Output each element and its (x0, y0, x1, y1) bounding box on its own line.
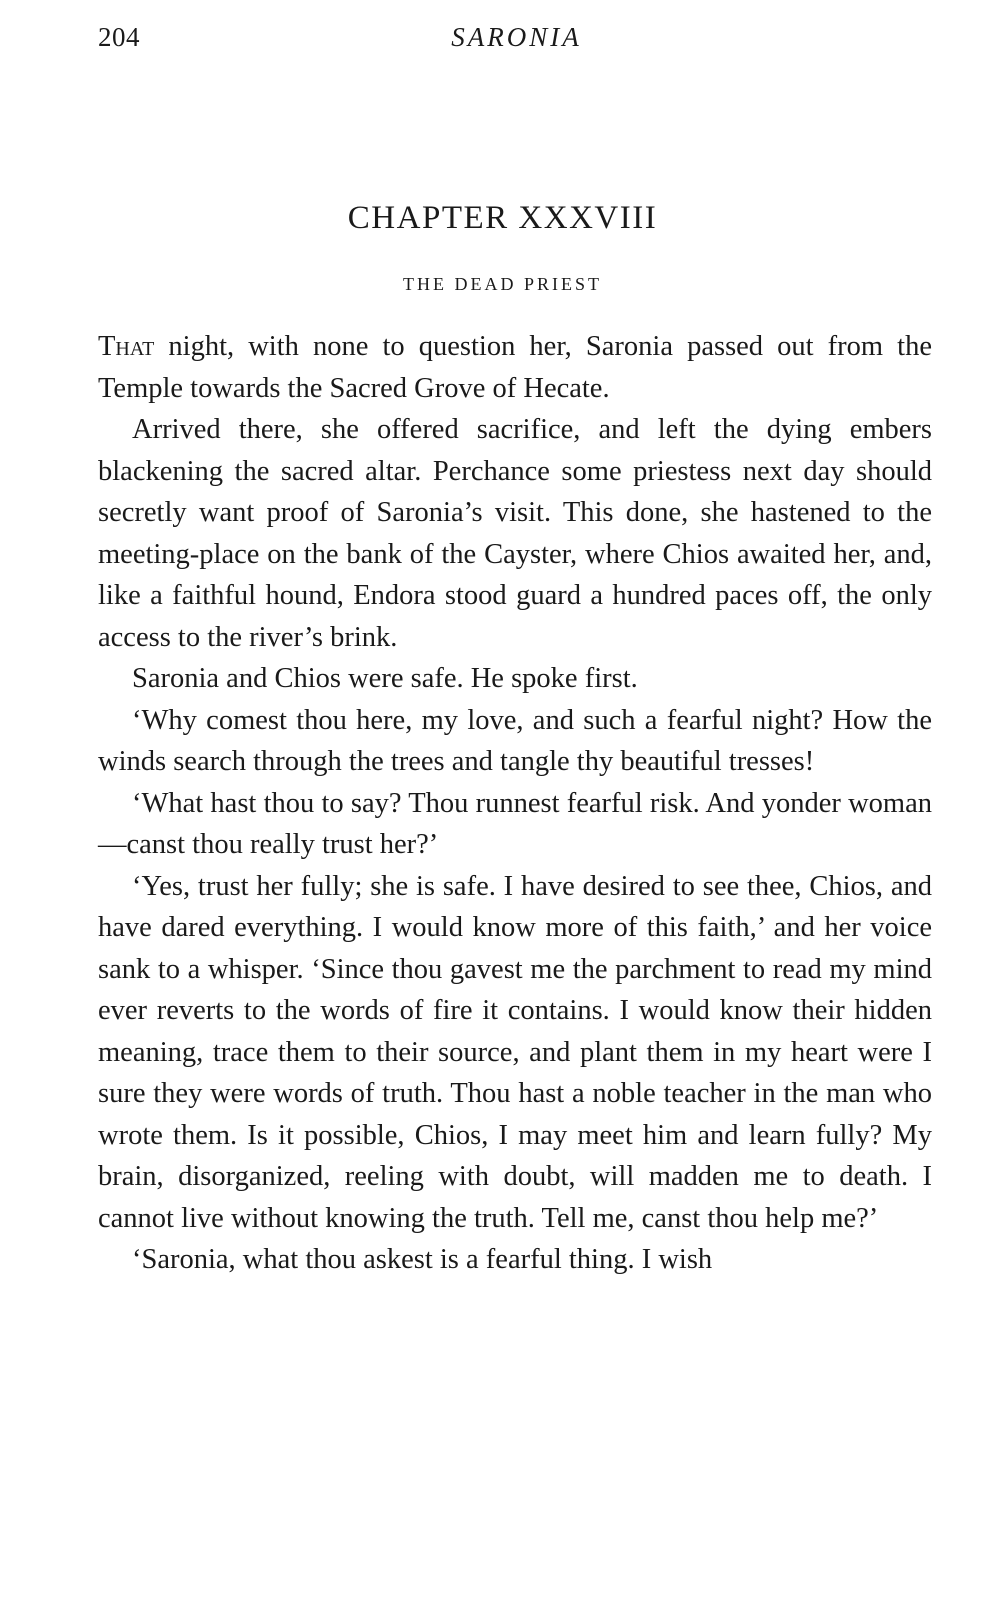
paragraph (98, 326, 932, 409)
page-header (98, 22, 935, 56)
running-title: SARONIA (451, 22, 582, 52)
paragraph: Arrived there, she offered sacrifice, and left the dying embers blackening the sacred altar. Perchance some priestess next day should secretly want proof of Saronia’s visit. This done, she hastened to the meeting-place on the bank of the Cayster, where Chios awaited her, and, like a faithful hound, Endora stood guard a hundred paces off, the only access to the river’s brink. (98, 414, 932, 653)
body-text (98, 326, 932, 1281)
paragraph: Saronia and Chios were safe. He spoke first. (132, 663, 638, 694)
opening-word: That (98, 331, 155, 362)
paragraph-text: night, with none to question her, Saronia passed out from the Temple towards the Sacred Grove of Hecate. (98, 331, 932, 404)
chapter-subtitle: THE DEAD PRIEST (403, 274, 602, 294)
paragraph: ‘What hast thou to say? Thou runnest fearful risk. And yonder woman—canst thou really trust her?’ (98, 787, 932, 860)
page-number: 204 (98, 22, 140, 52)
paragraph: ‘Yes, trust her fully; she is safe. I have desired to see thee, Chios, and have dared everything. I would know more of this faith,’ and her voice sank to a whisper. ‘Since thou gavest me the parchment to read my mind ever reverts to the words of fire it contains. I would know their hidden meaning, trace them to their source, and plant them in my heart were I sure they were words of truth. Thou hast a noble teacher in the man who wrote them. Is it possible, Chios, I may meet him and learn fully? My brain, disorganized, reeling with doubt, will madden me to death. I cannot live without knowing the truth. Tell me, canst thou help me?’ (98, 870, 932, 1234)
chapter-title: CHAPTER XXXVIII (347, 200, 658, 236)
paragraph: ‘Saronia, what thou askest is a fearful thing. I wish (132, 1244, 713, 1275)
paragraph: ‘Why comest thou here, my love, and such a fearful night? How the winds search through the trees and tangle thy beautiful tresses! (98, 704, 932, 777)
